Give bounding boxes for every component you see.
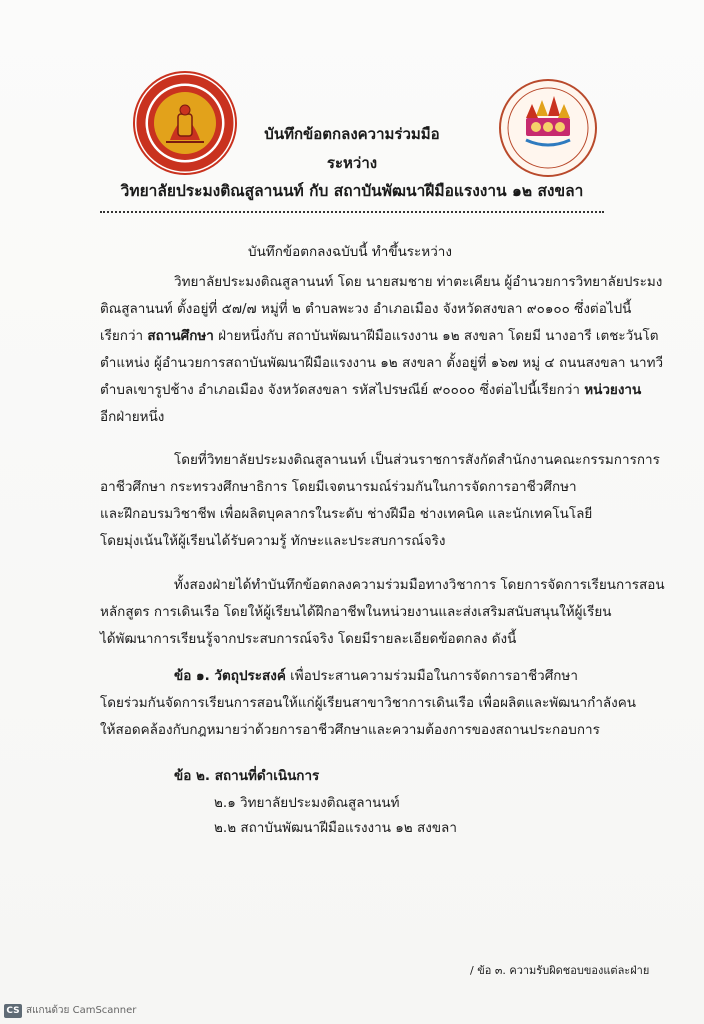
camscanner-icon: CS: [4, 1004, 22, 1018]
p2-line-2: อาชีวศึกษา กระทรวงศึกษาธิการ โดยมีเจตนารมณ์ร่วมกันในการจัดการอาชีวศึกษา: [100, 479, 577, 495]
p3-line-2: หลักสูตร การเดินเรือ โดยให้ผู้เรียนได้ฝึกอาชีพในหน่วยงานและส่งเสริมสนับสนุนให้ผู้เรียน: [100, 604, 612, 620]
p3-line-1: ทั้งสองฝ่ายได้ทำบันทึกข้อตกลงความร่วมมือทางวิชาการ โดยการจัดการเรียนการสอน: [174, 577, 665, 593]
clause2-item: ๒.๒ สถาบันพัฒนาฝีมือแรงงาน ๑๒ สงขลา: [214, 820, 457, 836]
camscanner-label: สแกนด้วย CamScanner: [26, 1005, 137, 1016]
p1-line-4: ตำแหน่ง ผู้อำนวยการสถาบันพัฒนาฝีมือแรงงาน ๑๒ สงขลา ตั้งอยู่ที่ ๑๖๗ หมู่ ๔ ถนนสงขลา นาทวี: [100, 355, 664, 371]
p2-line-3: และฝึกอบรมวิชาชีพ เพื่อผลิตบุคลากรในระดับ ช่างฝีมือ ช่างเทคนิค และนักเทคโนโลยี: [100, 506, 593, 522]
doc-title-parties: วิทยาลัยประมงติณสูลานนท์ กับ สถาบันพัฒนาฝีมือแรงงาน ๑๒ สงขลา: [120, 182, 584, 200]
party-agency-term: หน่วยงาน: [584, 382, 642, 398]
intro-text: บันทึกข้อตกลงฉบับนี้ ทำขึ้นระหว่าง: [248, 244, 452, 260]
clause1-line-3: ให้สอดคล้องกับกฎหมายว่าด้วยการอาชีวศึกษาและความต้องการของสถานประกอบการ: [100, 722, 600, 738]
title-divider: [100, 211, 604, 213]
p1-line-3c: ฝ่ายหนึ่งกับ สถาบันพัฒนาฝีมือแรงงาน ๑๒ สงขลา โดยมี นางอารี เตชะวันโต: [213, 328, 659, 344]
clause2-heading: ข้อ ๒. สถานที่ดำเนินการ: [174, 768, 320, 784]
next-page-note: / ข้อ ๓. ความรับผิดชอบของแต่ละฝ่าย: [470, 964, 650, 977]
clause1-heading: ข้อ ๑. วัตถุประสงค์: [174, 668, 286, 684]
clause1-line-1: [174, 664, 578, 686]
p2-line-1: โดยที่วิทยาลัยประมงติณสูลานนท์ เป็นส่วนราชการสังกัดสำนักงานคณะกรรมการการ: [174, 452, 660, 468]
p1-line-3: [100, 324, 659, 346]
clause1-line-2: โดยร่วมกันจัดการเรียนการสอนให้แก่ผู้เรียนสาขาวิชาการเดินเรือ เพื่อผลิตและพัฒนากำลังคน: [100, 695, 637, 711]
p1-line-2: ติณสูลานนท์ ตั้งอยู่ที่ ๕๗/๗ หมู่ที่ ๒ ตำบลพะวง อำเภอเมือง จังหวัดสงขลา ๙๐๑๐๐ ซึ่งต่อไปนี้: [100, 301, 632, 317]
clause1-text-1: เพื่อประสานความร่วมมือในการจัดการอาชีวศึกษา: [285, 668, 578, 684]
doc-title: บันทึกข้อตกลงความร่วมมือ: [264, 125, 440, 143]
camscanner-watermark: [4, 1003, 136, 1018]
p1-line-6: อีกฝ่ายหนึ่ง: [100, 409, 165, 425]
p1-line-3a: เรียกว่า: [100, 328, 148, 344]
p1-line-1: วิทยาลัยประมงติณสูลานนท์ โดย นายสมชาย ท่าตะเคียน ผู้อำนวยการวิทยาลัยประมง: [174, 274, 663, 290]
p3-line-3: ได้พัฒนาการเรียนรู้จากประสบการณ์จริง โดยมีรายละเอียดข้อตกลง ดังนี้: [100, 631, 517, 647]
clause2-item: ๒.๑ วิทยาลัยประมงติณสูลานนท์: [214, 795, 400, 811]
p2-line-4: โดยมุ่งเน้นให้ผู้เรียนได้รับความรู้ ทักษะและประสบการณ์จริง: [100, 533, 446, 549]
party-school-term: สถานศึกษา: [147, 328, 214, 344]
p1-line-5: [100, 378, 641, 400]
doc-title-between: ระหว่าง: [326, 154, 378, 172]
p1-line-5a: ตำบลเขารูปช้าง อำเภอเมือง จังหวัดสงขลา รหัสไปรษณีย์ ๙๐๐๐๐ ซึ่งต่อไปนี้เรียกว่า: [100, 382, 585, 398]
